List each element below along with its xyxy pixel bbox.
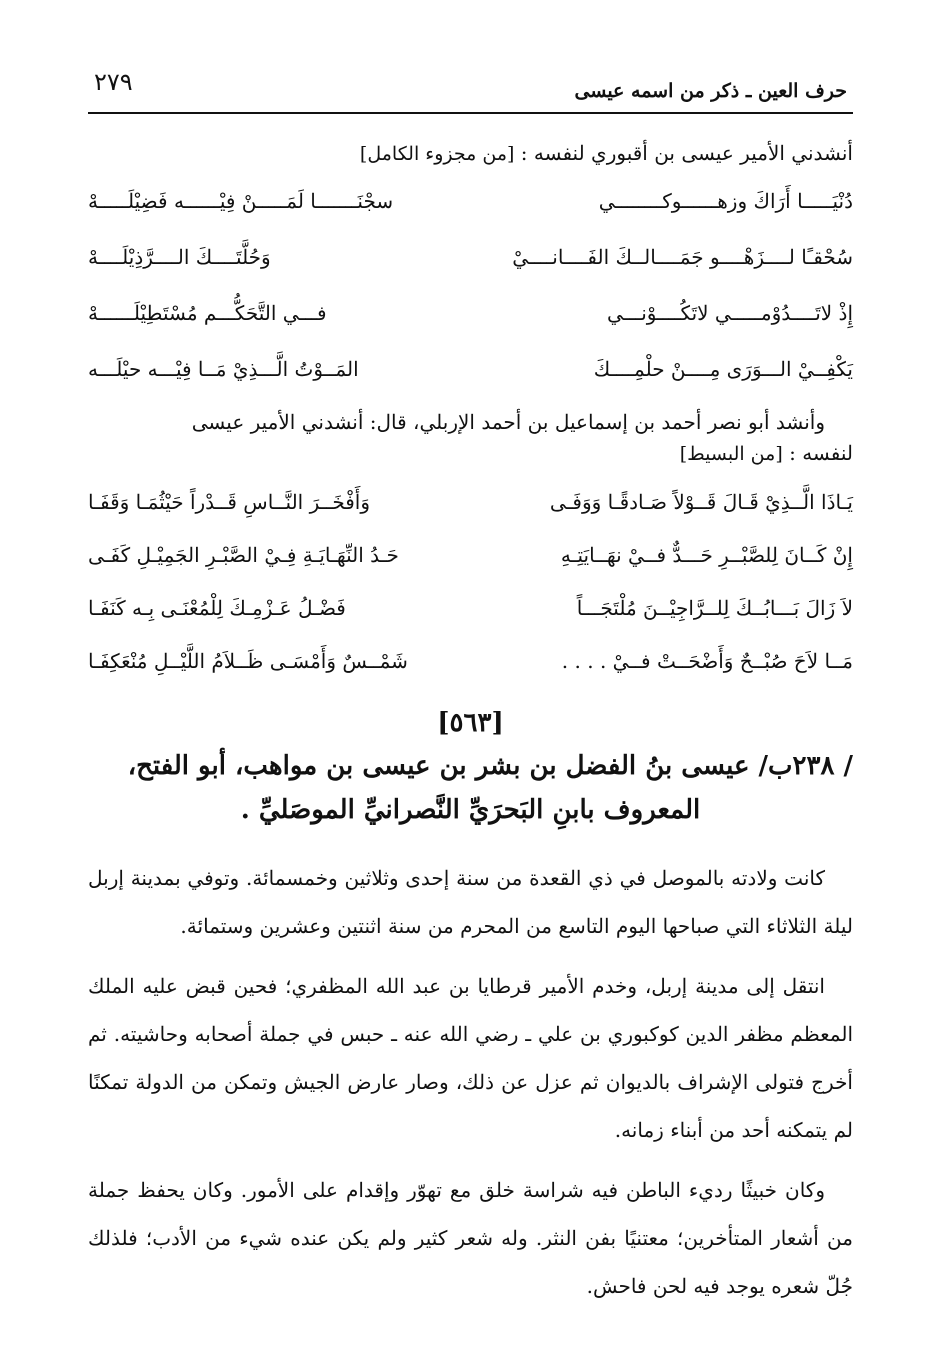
intro-text: وأنشد أبو نصر أحمد بن إسماعيل بن أحمد الإربلي، قال: أنشدني الأمير عيسى	[191, 410, 825, 435]
header-rule	[88, 112, 853, 114]
verse-second-hemistich: فَضْـلُ عَـزْمِـكَ لِلْمُعْنَـى بِـه كَنَفَـا	[88, 596, 346, 621]
verse-second-hemistich: وَحُلَّتَــــكَ الــــرَّذِيْلَــــهْ	[88, 245, 271, 270]
page-body	[88, 138, 853, 1310]
verse	[88, 582, 853, 635]
meter-label: [من البسيط]	[679, 443, 783, 466]
verse-second-hemistich: فـــي التَّحَكُّـــم مُسْتَطِيْلَــــــهْ	[88, 301, 327, 326]
spacer	[88, 1154, 853, 1166]
paragraph-text: كانت ولادته بالموصل في ذي القعدة من سنة إحدى وثلاثين وخمسمائة. وتوفي بمدينة إربل ليلة الثلاثاء التي صباحها اليوم التاسع من المحرم من سنة اثنتين وعشرين وستمائة.	[88, 865, 853, 938]
verse-second-hemistich: شَمْــسٌ وَأَمْسَـى ظَــلاَمُ اللَّيْــلِ مُنْعَكِفَـا	[88, 649, 408, 674]
poem-1	[88, 173, 853, 397]
verse	[88, 529, 853, 582]
verse-first-hemistich: يَكْفِــيْ الـــوَرَى مِــــنْ حلْمِــــكَ	[593, 357, 853, 382]
verse	[88, 635, 853, 688]
intro-text: لنفسه :	[789, 441, 853, 466]
intro-text: أنشدني الأمير عيسى بن أقبوري لنفسه :	[520, 141, 853, 165]
intro-line	[88, 438, 853, 469]
poem-2	[88, 476, 853, 688]
entry-title: / ٢٣٨ب/ عيسى بنُ الفضل بن بشر بن عيسى بن مواهب، أبو الفتح،	[127, 750, 853, 781]
verse	[88, 285, 853, 341]
page-header	[88, 58, 853, 114]
entry-number: [٥٦٣]	[437, 707, 504, 738]
biography-paragraph	[88, 854, 853, 950]
entry-title-continued: المعروف بابنِ البَحرَيِّ النَّصرانيِّ الموصَليِّ .	[240, 794, 701, 825]
verse-first-hemistich: إِذْ لاتَــــدُوْمـــــي لاتَكُــــوْنـــي	[606, 301, 853, 326]
verse	[88, 476, 853, 529]
verse-second-hemistich: سجْنَـــــــا لَمَـــــنْ فِيْــــــه فَضِيْلَـــــهْ	[88, 189, 394, 214]
verse-second-hemistich: وَأَفْخَــرَ النَّــاسِ قَــدْراً حَيْثُمَـا وَقَفَـا	[88, 490, 371, 515]
running-head: حرف العين ـ ذكر من اسمه عيسى	[574, 80, 847, 102]
meter-label: [من مجزوء الكامل]	[359, 143, 515, 165]
intro-line	[88, 407, 853, 438]
verse-first-hemistich: سُحْقـًا لــــزَهْــــو جَمَــــالــكَ الفَــــانــــيْ	[512, 245, 853, 270]
spacer	[88, 950, 853, 962]
verse-first-hemistich: دُنْيَـــــا أَرَاكَ وزهــــــوكــــــــي	[598, 189, 853, 214]
paragraph-text: انتقل إلى مدينة إربل، وخدم الأمير قرطايا بن عبد الله المظفري؛ فحين قبض عليه الملك المعظم مظفر الدين كوكبوري بن علي ـ رضي الله عنه ـ حبس في جملة أصحابه وحاشيته. ثم أخرج فتولى الإشراف بالديوان ثم عزل عن ذلك، وصار عارض الجيش وتمكن من الدولة تمكنًا لم يتمكنه أحد من أبناء زمانه.	[88, 973, 853, 1142]
page-number: ٢٧٩	[94, 68, 133, 96]
verse	[88, 341, 853, 397]
spacer	[88, 832, 853, 854]
biography-paragraph	[88, 1166, 853, 1310]
verse-first-hemistich: إِنْ كَــانَ لِلصَّبْــرِ حَـــدٌّ فــيْ نهَــايَتِـهِ	[560, 543, 853, 568]
verse	[88, 173, 853, 229]
verse-first-hemistich: مَــا لاَحَ صُبْــحٌ وَأَضْحَــتْ فــيْ . . . .	[561, 649, 853, 674]
intro-line	[88, 138, 853, 169]
verse-first-hemistich: لاَ زَالَ بَـــابُــكَ لِلــرَّاجِيْــنَ مُلْتَجَـــاً	[576, 596, 853, 621]
biography-paragraph	[88, 962, 853, 1154]
verse-first-hemistich: يَـاذَا الَّــذِيْ قَـالَ قَــوْلاً صَـادقًـا وَوَفَـى	[549, 490, 853, 515]
verse-second-hemistich: المَــوْتُ الَّـــذِيْ مَــا فِيْـــه حيْلَـــه	[88, 357, 359, 382]
paragraph-text: وكان خبيثًا رديء الباطن فيه شراسة خلق مع تهوّر وإقدام على الأمور. وكان يحفظ جملة من أشعار المتأخرين؛ معتنيًا بفن النثر. وله شعر كثير ولم يكن عنده شيء من الأدب؛ فلذلك جُلّ شعره يوجد فيه لحن فاحش.	[88, 1177, 853, 1298]
verse	[88, 229, 853, 285]
verse-second-hemistich: حَـدُ النِّهَـايَـةِ فِـيْ الصَّبْـرِ الجَمِيْـلِ كَفَـى	[88, 543, 399, 568]
